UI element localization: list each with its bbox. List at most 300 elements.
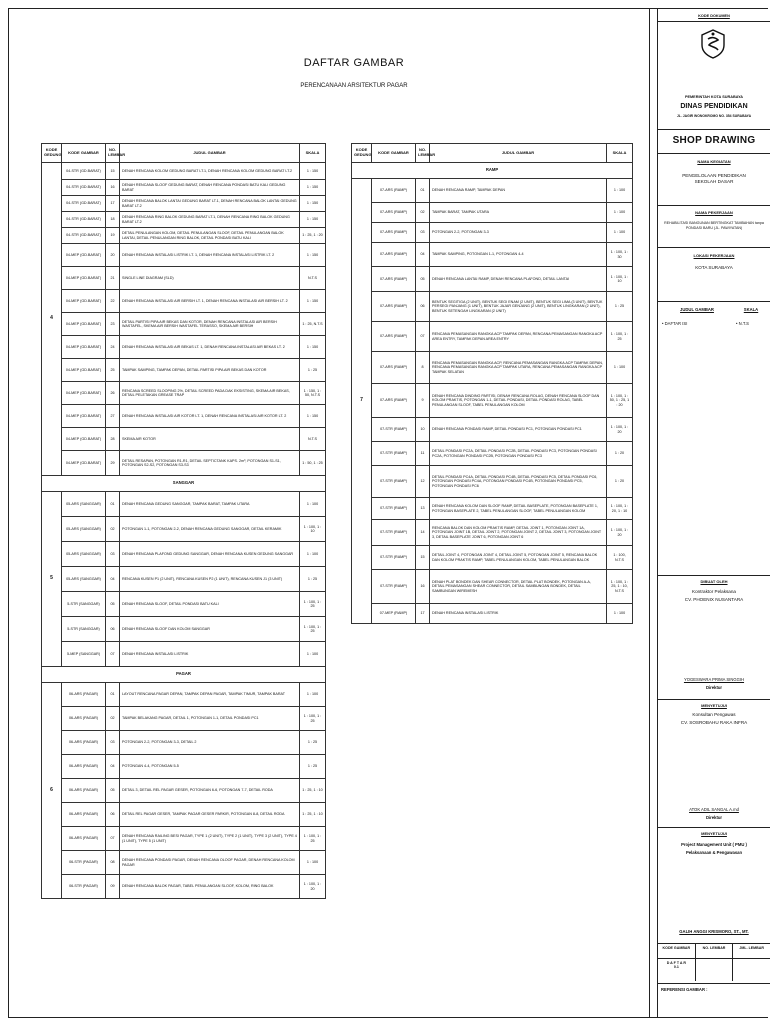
kode-gambar-cell: 04-MEP (GD.BARAT) — [62, 451, 106, 476]
kode-gambar-label: KODE GAMBAR — [658, 944, 696, 958]
kode-gambar-cell: 06-ARS (PAGAR) — [62, 731, 106, 755]
no-lembar-cell: 17 — [416, 604, 430, 624]
skala-cell: 1 : 100, 1 : 20 — [300, 875, 326, 899]
table-row — [42, 196, 326, 212]
section-label: SANGGAR — [42, 476, 326, 492]
skala-cell: 1 : 100 — [300, 492, 326, 517]
skala-cell: 1 : 100 — [607, 604, 633, 624]
table-row — [42, 244, 326, 267]
kode-gambar-cell: 04-MEP (GD.BARAT) — [62, 267, 106, 290]
skala-cell: 1 : 25 — [607, 292, 633, 322]
skala-cell: 1 : 150 — [300, 336, 326, 359]
kode-gambar-cell: 5-MEP (SANGGAR) — [62, 642, 106, 667]
judul-cell: DENAH RENCANA SLOOF DAN KOLOM SANGGAR — [120, 617, 300, 642]
divider — [658, 21, 770, 22]
no-lembar-cell: 11 — [416, 442, 430, 466]
kode-gambar-cell: 07-STR (RAMP) — [372, 520, 416, 546]
drawing-list-table-right — [351, 143, 633, 624]
no-lembar-cell: 01 — [106, 492, 120, 517]
table-row — [42, 875, 326, 899]
skala-cell: 1 : 25 — [300, 359, 326, 382]
skala-cell: 1 : 100, 1 : 50, 1 : 25, 1 : 20 — [607, 384, 633, 418]
table-row — [352, 243, 633, 267]
skala-cell: 1 : 100 — [607, 179, 633, 203]
no-lembar-cell: 19 — [106, 228, 120, 244]
table-row — [42, 313, 326, 336]
no-lembar-cell: 05 — [106, 592, 120, 617]
dept-name: DINAS PENDIDIKAN — [680, 103, 748, 110]
judul-cell: DENAH RENCANA INSTALASI LISTRIK — [430, 604, 607, 624]
kode-gedung-cell: 7 — [352, 179, 372, 624]
page-title: DAFTAR GAMBAR — [303, 57, 405, 69]
kode-gambar-cell: 06-ARS (PAGAR) — [62, 803, 106, 827]
signatory-3-name: GALIH ANGGI KRISMORO, ST., MT. — [679, 929, 749, 934]
divider — [658, 827, 770, 828]
no-lembar-cell: 15 — [416, 546, 430, 570]
col-kode-gambar: KODE GAMBAR — [62, 144, 106, 163]
gov-name: PEMERINTAH KOTA SURABAYA — [684, 95, 744, 99]
skala-cell: 1 : 20 — [607, 466, 633, 498]
judul-cell: TAMPAK BARAT, TAMPAK UTARA — [430, 203, 607, 223]
judul-cell: RENCANA KUSEN P1 (2 UNIT), RENCANA KUSEN P2 (1 UNIT), RENCANA KUSEN J1 (3 UNIT) — [120, 567, 300, 592]
section-label: PAGAR — [42, 667, 326, 683]
no-lembar-cell: 09 — [106, 875, 120, 899]
table-row — [42, 567, 326, 592]
no-lembar-cell: 20 — [106, 244, 120, 267]
table-row — [42, 428, 326, 451]
judul-cell: DENAH PLAT BONDEK DAN SHEAR CONNECTOR, DETAIL PLAT BONDEK, POTONGAN A-A, DETAIL PEMASANGAN SHEAR CONNECTOR, DETAIL SAMBUNGAN BONDEK, DETAIL SAMBUNGAN WIREMESH — [430, 570, 607, 604]
right-table-body — [352, 163, 633, 624]
no-lembar-cell: 07 — [106, 642, 120, 667]
skala-cell: 1 : 100, 1 : 25 — [607, 322, 633, 352]
no-lembar-cell: 17 — [106, 196, 120, 212]
no-lembar-cell: 16 — [416, 570, 430, 604]
table-row — [352, 546, 633, 570]
no-lembar-label: NO. LEMBAR — [696, 944, 734, 958]
kode-gambar-cell: 06-ARS (PAGAR) — [62, 827, 106, 851]
judul-cell: SKEMA AIR KOTOR — [120, 428, 300, 451]
judul-cell: DETAIL 3, DETAIL REL PAGAR GESER, POTONGAN 6-6, POTONGAN 7-7, DETAIL RODA — [120, 779, 300, 803]
skala-cell: 1 : 150 — [300, 405, 326, 428]
kode-gedung-cell: 6 — [42, 683, 62, 899]
judul-cell: DETAIL PENULANGAN KOLOM, DETAIL PENULANGAN SLOOF, DETAIL PENULANGAN BALOK LANTAI, DETAIL PENULANGAN RING BALOK, DETAIL PONDASI BATU KALI — [120, 228, 300, 244]
nama-pekerjaan-label: NAMA PEKERJAAN — [695, 210, 733, 215]
no-lembar-cell: 8 — [416, 352, 430, 384]
kode-gambar-cell: 07-MEP (RAMP) — [372, 604, 416, 624]
no-lembar-cell: 03 — [416, 223, 430, 243]
kode-gambar-cell: 05-ARS (SANGGAR) — [62, 567, 106, 592]
skala-cell: 1 : 100, 1 : 25 — [300, 617, 326, 642]
judul-cell: DENAH RENCANA INSTALASI AIR BERSIH LT. 1, DENAH RENCANA INSTALASI AIR BERSIH LT. 2 — [120, 290, 300, 313]
drawing-list-table-left — [41, 143, 326, 899]
table-row — [42, 405, 326, 428]
judul-cell: RENCANA SCREED SLOOPING 2%, DETAIL SCREED PADA DAK EKSISTING, SKEMA AIR BEKAS, DETAIL PELETAKAN GREASE TRAP — [120, 382, 300, 405]
no-lembar-cell: 28 — [106, 428, 120, 451]
no-lembar-cell: 26 — [106, 382, 120, 405]
table-row — [42, 267, 326, 290]
table-row — [352, 418, 633, 442]
kode-gambar-cell: 5-STR (SANGGAR) — [62, 592, 106, 617]
judul-cell: BENTUK SEGITIGA (2 UNIT), BENTUK SEGI ENAM (2 UNIT), BENTUK SEGI LIMA (3 UNIT), BENTUK PERSEGI PANJANG (1 UNIT), BENTUK JAJAR GENJANG (2 UNIT), BENTUK LINGKARAN (2 UNIT), BENTUK SETENGAH LINGKARAN (2 UNIT) — [430, 292, 607, 322]
section-row — [352, 163, 633, 179]
kode-gambar-cell: 07-ARS (RAMP) — [372, 352, 416, 384]
section-row — [42, 667, 326, 683]
kode-gambar-cell: 06-ARS (PAGAR) — [62, 755, 106, 779]
table-row — [42, 803, 326, 827]
no-lembar-cell: 04 — [106, 755, 120, 779]
skala-cell: 1 : 100, N.T.S — [607, 546, 633, 570]
judul-cell: DENAH RENCANA BALOK LANTAI GEDUNG BARAT LT.1, DENAH RENCANA BALOK LANTAI GEDUNG BARAT LT.2 — [120, 196, 300, 212]
kode-gambar-cell: 04-STR (GD.BARAT) — [62, 212, 106, 228]
skala-cell: 1 : 150 — [300, 244, 326, 267]
col-kode-gedung: KODE GEDUNG — [42, 144, 62, 163]
judul-cell: DENAH RENCANA BALOK PAGAR, TABEL PENULANGAN SLOOF, KOLOM, RING BALOK — [120, 875, 300, 899]
col-skala: SKALA — [607, 144, 633, 163]
table-header — [352, 144, 633, 163]
table-row — [352, 179, 633, 203]
skala-cell: 1 : 100, 1 : 25 — [300, 707, 326, 731]
table-row — [42, 382, 326, 405]
signatory-1-name: YOGESWARA PRIMA SINGGIH — [683, 677, 745, 682]
no-lembar-cell: 05 — [416, 267, 430, 292]
judul-cell: DENAH RENCANA GEDUNG SANGGAR, TAMPAK BARAT, TAMPAK UTARA — [120, 492, 300, 517]
nama-kegiatan-label: NAMA KEGIATAN — [697, 159, 731, 164]
skala-cell: 1 : 100 — [607, 223, 633, 243]
kode-gambar-cell: 06-ARS (PAGAR) — [62, 779, 106, 803]
no-lembar-cell: 27 — [106, 405, 120, 428]
no-lembar-cell: 18 — [106, 212, 120, 228]
kode-gambar-cell: 06-ARS (PAGAR) — [62, 707, 106, 731]
kode-gambar-value: D A F T A R 0.1 — [658, 959, 696, 981]
menyetujui-2-unit: Pelaksanaan & Pengawasan — [685, 850, 743, 855]
lokasi-value: KOTA SURABAYA — [695, 265, 733, 270]
divider — [658, 205, 770, 206]
table-row — [352, 384, 633, 418]
judul-gambar-value: • DAFTAR ISI — [662, 321, 688, 326]
table-row — [352, 203, 633, 223]
judul-gambar-label: JUDUL GAMBAR — [680, 307, 714, 312]
table-row — [42, 827, 326, 851]
table-row — [42, 851, 326, 875]
judul-cell: DETAIL REL PAGAR GESER, TAMPAK PAGAR GESER PARKIR, POTONGAN 8-8, DETAIL RODA — [120, 803, 300, 827]
kode-gambar-cell: 07-STR (RAMP) — [372, 442, 416, 466]
divider — [658, 699, 770, 700]
table-row — [42, 336, 326, 359]
divider — [658, 301, 770, 302]
skala-cell: 1 : 100 — [300, 683, 326, 707]
kode-gambar-cell: 07-ARS (RAMP) — [372, 179, 416, 203]
divider — [658, 153, 770, 154]
kode-gambar-cell: 04-STR (GD.BARAT) — [62, 180, 106, 196]
skala-cell: 1 : 100, 1 : 25, 1 : 10, N.T.S — [607, 570, 633, 604]
table-header — [42, 144, 326, 163]
no-lembar-cell: 24 — [106, 336, 120, 359]
no-lembar-cell: 04 — [416, 243, 430, 267]
kode-gambar-cell: 07-ARS (RAMP) — [372, 203, 416, 223]
dept-address: JL. JAGIR WONOKROMO NO. 354 SURABAYA — [676, 114, 752, 118]
kode-gambar-cell: 04-STR (GD.BARAT) — [62, 228, 106, 244]
table-row — [352, 223, 633, 243]
no-lembar-cell: 02 — [416, 203, 430, 223]
no-lembar-cell: 01 — [416, 179, 430, 203]
judul-cell: LAYOUT RENCANA PAGAR DEPAN, TAMPAK DEPAN PAGAR, TAMPAK TIMUR, TAMPAK BARAT — [120, 683, 300, 707]
skala-cell: 1 : 100 — [300, 851, 326, 875]
table-row — [42, 163, 326, 180]
kode-gambar-cell: 5-STR (SANGGAR) — [62, 617, 106, 642]
skala-cell: 1 : 25, 1 : 20 — [300, 228, 326, 244]
table-row — [42, 779, 326, 803]
left-table-body — [42, 163, 326, 899]
table-row — [352, 267, 633, 292]
no-lembar-cell: 9 — [416, 384, 430, 418]
no-lembar-cell: 25 — [106, 359, 120, 382]
table-row — [352, 570, 633, 604]
judul-cell: TAMPAK SAMPING, POTONGAN 1-1, POTONGAN 4-4 — [430, 243, 607, 267]
divider — [658, 129, 770, 130]
kode-gambar-cell: 07-STR (RAMP) — [372, 546, 416, 570]
skala-cell: 1 : 100 — [607, 352, 633, 384]
col-skala: SKALA — [300, 144, 326, 163]
table-row — [42, 359, 326, 382]
judul-cell: RENCANA PEMASANGAN RANGKA ACP, RENCANA PEMASANGAN RANGKA ACP TAMPAK DEPAN, RENCANA PEMASANGAN RANGKA ACP TAMPAK UTARA, RENCANA PEMASANGAN RANGKA ACP TAMPAK SELATAN — [430, 352, 607, 384]
table-row — [42, 707, 326, 731]
section-row — [42, 476, 326, 492]
skala-cell: 1 : 100, 1 : 20 — [607, 418, 633, 442]
no-lembar-cell: 10 — [416, 418, 430, 442]
no-lembar-cell: 22 — [106, 290, 120, 313]
kode-gambar-cell: 07-ARS (RAMP) — [372, 223, 416, 243]
judul-cell: DENAH RENCANA LANTAI RAMP, DENAH RENCANA PLAFOND, DETAIL LANTAI — [430, 267, 607, 292]
page-subtitle: PERENCANAAN ARSITEKTUR PAGAR — [300, 83, 408, 89]
kode-gambar-cell: 04-MEP (GD.BARAT) — [62, 359, 106, 382]
sheet-divider — [649, 9, 650, 1017]
col-judul: JUDUL GAMBAR — [430, 144, 607, 163]
kode-gambar-cell: 04-MEP (GD.BARAT) — [62, 382, 106, 405]
table-row — [42, 592, 326, 617]
skala-cell: 1 : 100, 1 : 20 — [607, 520, 633, 546]
no-lembar-cell: 16 — [106, 180, 120, 196]
skala-cell: 1 : 100, 1 : 25 — [300, 592, 326, 617]
judul-cell: DENAH RENCANA SLOOF, DETAIL PONDASI BATU KALI — [120, 592, 300, 617]
kode-gambar-cell: 04-MEP (GD.BARAT) — [62, 244, 106, 267]
kode-gambar-cell: 04-MEP (GD.BARAT) — [62, 313, 106, 336]
judul-cell: TAMPAK BELAKANG PAGAR, DETAIL 1, POTONGAN 1-1, DETAIL PONDASI PC1 — [120, 707, 300, 731]
judul-cell: DETAIL PONDASI PC2A, DETAIL PONDASI PC2B, DETAIL PONDASI PC3, POTONGAN PONDASI PC2A, POTONGAN PONDASI PC2B, POTONGAN PONDASI PC3 — [430, 442, 607, 466]
dibuat-oleh-company: CV. PHOENIX NUSANTARA — [684, 597, 744, 602]
table-row — [352, 442, 633, 466]
skala-cell: 1 : 100, 1 : 10 — [607, 267, 633, 292]
judul-cell: DENAH RENCANA INSTALASI AIR BEKAS LT. 1, DENAH RENCANA INSTALASI AIR BEKAS LT. 2 — [120, 336, 300, 359]
kode-gambar-cell: 07-ARS (RAMP) — [372, 322, 416, 352]
kode-gedung-cell: 5 — [42, 492, 62, 667]
sheet-frame — [8, 8, 768, 1018]
judul-cell: DENAH RENCANA SLOOF GEDUNG BARAT, DENAH RENCANA PONDASI BATU KALI GEDUNG BARAT — [120, 180, 300, 196]
no-lembar-value — [696, 959, 734, 981]
table-row — [42, 180, 326, 196]
no-lembar-cell: 02 — [106, 707, 120, 731]
skala-cell: 1 : 100 — [300, 642, 326, 667]
judul-cell: SINGLE LINE DIAGRAM (SLD) — [120, 267, 300, 290]
skala-cell: 1 : 150 — [300, 163, 326, 180]
referensi-gambar-label: REFERENSI GAMBAR : — [661, 987, 708, 992]
judul-cell: DENAH RENCANA RAMP, TAMPAK DEPAN — [430, 179, 607, 203]
no-lembar-cell: 21 — [106, 267, 120, 290]
no-lembar-cell: 13 — [416, 498, 430, 520]
signatory-2-role: Direktur — [705, 815, 723, 820]
table-row — [352, 604, 633, 624]
skala-cell: 1 : 100, 1 : 10 — [300, 517, 326, 542]
no-lembar-cell: 04 — [106, 567, 120, 592]
kode-gambar-cell: 04-MEP (GD.BARAT) — [62, 405, 106, 428]
skala-cell: 1 : 20 — [607, 442, 633, 466]
col-kode-gambar: KODE GAMBAR — [372, 144, 416, 163]
judul-cell: DENAH RENCANA RING BALOK GEDUNG BARAT LT.1, DENAH RENCANA RING BALOK GEDUNG BARAT LT.2 — [120, 212, 300, 228]
sheet-info-values — [658, 959, 770, 981]
skala-cell: N.T.S — [300, 267, 326, 290]
table-row — [352, 352, 633, 384]
skala-label: SKALA — [743, 307, 759, 312]
dibuat-oleh-role: Kontraktor Pelaksana — [692, 589, 736, 594]
skala-cell: 1 : 100, 1 : 25 — [300, 827, 326, 851]
no-lembar-cell: 06 — [106, 617, 120, 642]
table-row — [42, 212, 326, 228]
menyetujui-2-role: Project Management Unit ( PMU ) — [681, 842, 747, 847]
judul-cell: DENAH RENCANA PONDASI PAGAR, DENAH RENCANA OLOOF PAGAR, DENAH RENCANA KOLOM PAGAR — [120, 851, 300, 875]
kode-gambar-cell: 07-STR (RAMP) — [372, 570, 416, 604]
skala-cell: 1 : 150 — [300, 180, 326, 196]
kode-gambar-cell: 07-ARS (RAMP) — [372, 292, 416, 322]
jml-lembar-label: JML. LEMBAR — [739, 946, 764, 950]
judul-cell: DENAH RENCANA INSTALASI LISTRIK LT. 1, DENAH RENCANA INSTALASI LISTRIK LT. 2 — [120, 244, 300, 267]
menyetujui-1-role: Konsultan Pengawas — [692, 712, 736, 717]
table-row — [42, 517, 326, 542]
judul-cell: DENAH RENCANA KOLOM DAN SLOOF RAMP, DETAIL BASEPLATE, POTONGAN BASEPLATE 1, POTONGAN BASEPLATE 2, TABEL PENULANGAN SLOOF, TABEL PENULANGAN KOLOM — [430, 498, 607, 520]
table-row — [352, 292, 633, 322]
dibuat-oleh-label: DIBUAT OLEH — [700, 579, 728, 584]
kode-gambar-cell: 05-ARS (SANGGAR) — [62, 492, 106, 517]
doc-code-label: KODE DOKUMEN — [698, 14, 730, 18]
skala-cell: 1 : 150 — [300, 212, 326, 228]
table-row — [352, 520, 633, 546]
judul-cell: DENAH RENCANA PLAFOND GEDUNG SANGGAR, DENAH RENCANA KUSEN GEDUNG SANGGAR — [120, 542, 300, 567]
judul-cell: DENAH RENCANA KOLOM GEDUNG BARAT LT.1, DENAH RENCANA KOLOM GEDUNG BARAT LT.2 — [120, 163, 300, 180]
table-row — [42, 642, 326, 667]
table-row — [42, 683, 326, 707]
kode-gambar-cell: 04-MEP (GD.BARAT) — [62, 336, 106, 359]
skala-cell: 1 : 50, 1 : 25 — [300, 451, 326, 476]
no-lembar-cell: 06 — [416, 292, 430, 322]
col-kode-gedung: KODE GEDUNG — [352, 144, 372, 163]
kode-gambar-cell: 07-STR (RAMP) — [372, 498, 416, 520]
kode-gambar-cell: 05-ARS (SANGGAR) — [62, 517, 106, 542]
table-row — [352, 466, 633, 498]
kode-gambar-cell: 04-MEP (GD.BARAT) — [62, 290, 106, 313]
kode-gambar-cell: 06-STR (PAGAR) — [62, 851, 106, 875]
no-lembar-cell: 01 — [106, 683, 120, 707]
table-row — [352, 498, 633, 520]
skala-value: • N.T.S — [736, 321, 749, 326]
skala-cell: 1 : 100 — [607, 203, 633, 223]
skala-cell: 1 : 150, 1 : 50, N.T.S — [300, 382, 326, 405]
col-judul: JUDUL GAMBAR — [120, 144, 300, 163]
signatory-2-name: ATOK ADIL SANGAL A.md — [689, 807, 739, 812]
skala-cell: N.T.S — [300, 428, 326, 451]
kode-gambar-cell: 07-STR (RAMP) — [372, 418, 416, 442]
no-lembar-cell: 23 — [106, 313, 120, 336]
no-lembar-cell: 03 — [106, 542, 120, 567]
sheet-info-header — [658, 944, 770, 958]
kode-gambar-cell: 04-MEP (GD.BARAT) — [62, 428, 106, 451]
no-lembar-cell: 05 — [106, 779, 120, 803]
title-block — [657, 9, 769, 1017]
table-row — [42, 228, 326, 244]
no-lembar-cell: 08 — [106, 851, 120, 875]
no-lembar-cell: 15 — [106, 163, 120, 180]
judul-cell: POTONGAN 2-2, POTONGAN 3-3 — [430, 223, 607, 243]
shop-drawing-title: SHOP DRAWING — [672, 135, 756, 146]
menyetujui-1-label: MENYETUJUI — [701, 703, 727, 708]
skala-cell: 1 : 150 — [300, 196, 326, 212]
menyetujui-2-label: MENYETUJUI — [701, 831, 727, 836]
kode-gambar-cell: 04-STR (GD.BARAT) — [62, 196, 106, 212]
no-lembar-cell: 12 — [416, 466, 430, 498]
judul-cell: DENAH RENCANA PONDASI RAMP, DETAIL PONDASI PC1, POTONGAN PONDASI PC1 — [430, 418, 607, 442]
skala-cell: 1 : 100 — [300, 542, 326, 567]
judul-cell: DENAH RENCANA RAILING BESI PAGAR, TYPE 1 (2 UNIT), TYPE 2 (1 UNIT), TYPE 3 (2 UNIT), TYPE 4 (1 UNIT), TYPE 5 (1 UNIT) — [120, 827, 300, 851]
judul-cell: DETAIL JOINT 4, POTONGAN JOINT 4, DETAIL JOINT 5, POTONGAN JOINT 5, RENCANA BALOK DAN KOLOM PRAKTIS RAMP, TABEL PENULANGAN KOLOM, TABEL PENULANGAN BALOK — [430, 546, 607, 570]
kode-gambar-cell: 05-ARS (SANGGAR) — [62, 542, 106, 567]
table-row — [42, 731, 326, 755]
judul-cell: DETAIL PONDASI PC4A, DETAIL PONDASI PC4B, DETAIL PONDASI PC5, DETAIL PONDASI PC6, POTONGAN PONDASI PC4A, POTONGAN PONDASI PC4B, POTONGAN PONDASI PC5, POTONGAN PONDASI PC6 — [430, 466, 607, 498]
no-lembar-cell: 07 — [416, 322, 430, 352]
nama-kegiatan-value: PENGELOLAAN PENDIDIKAN SEKOLAH DASAR — [682, 173, 746, 184]
kode-gambar-cell: 07-ARS (RAMP) — [372, 384, 416, 418]
surabaya-crest-icon — [700, 29, 726, 59]
skala-cell: 1 : 25, 1 : 10 — [300, 803, 326, 827]
skala-cell: 1 : 25 — [300, 567, 326, 592]
kode-gambar-cell: 06-STR (PAGAR) — [62, 875, 106, 899]
table-row — [42, 617, 326, 642]
judul-cell: DENAH RENCANA INSTALASI LISTRIK — [120, 642, 300, 667]
section-label: RAMP — [352, 163, 633, 179]
table-row — [42, 755, 326, 779]
no-lembar-cell: 14 — [416, 520, 430, 546]
no-lembar-cell: 07 — [106, 827, 120, 851]
lokasi-label: LOKASI PEKERJAAN — [693, 253, 735, 258]
table-row — [42, 451, 326, 476]
table-row — [352, 322, 633, 352]
kode-gambar-cell: 06-ARS (PAGAR) — [62, 683, 106, 707]
kode-gambar-cell: 04-STR (GD.BARAT) — [62, 163, 106, 180]
kode-gedung-cell: 4 — [42, 163, 62, 476]
judul-cell: DENAH RENCANA DINDING PARTISI, DENAH RENCANA ROLAG, DENAH RENCANA SLOOF DAN KOLOM PRAKTIS, POTONGAN 1-1, DETAIL PONDASI, DETAIL PONDASI ROLAG, TABEL PENULANGAN SLOOF, TABEL PENULANGAN KOLOM — [430, 384, 607, 418]
skala-cell: 1 : 100, 1 : 20, 1 : 10 — [607, 498, 633, 520]
divider — [658, 575, 770, 576]
signatory-1-role: Direktur — [705, 685, 723, 690]
judul-cell: RENCANA BALOK DAN KOLOM PRAKTIS RAMP, DETAIL JOINT 1, POTONGAN JOINT 1A, POTONGAN JOINT 1B, DETAIL JOINT 2, POTONGAN JOINT 2, DETAIL JOINT 3, POTONGAN JOINT 3, DETAIL BASEPLATE JOINT 6, POTONGAN JOINT 6 — [430, 520, 607, 546]
kode-gambar-cell: 07-ARS (RAMP) — [372, 267, 416, 292]
judul-cell: DENAH RENCANA INSTALASI AIR KOTOR LT. 1, DENAH RENCANA INSTALASI AIR KOTOR LT. 2 — [120, 405, 300, 428]
skala-cell: 1 : 100, 1 : 30 — [607, 243, 633, 267]
skala-cell: 1 : 150 — [300, 290, 326, 313]
main-area — [9, 9, 649, 1017]
judul-cell: DETAIL PARTISI PIPA AIR BEKAS DAN KOTOR, DENAH RENCANA INSTALASI AIR BERSIH WASTAFEL, SKEMA AIR BERSIH WASTAFEL TERASSO, SKEMA AIR BERSIH — [120, 313, 300, 336]
table-row — [42, 542, 326, 567]
nama-pekerjaan-value: REHABILITASI BANGUNAN BERTINGKAT TAMBAHAN tanpa PONDASI BARU (JL. PAWIYATAN) — [664, 221, 764, 230]
judul-cell: TAMPAK SAMPING, TAMPAK DEPAN, DETAIL PARTISI PIPA AIR BEKAS DAN KOTOR — [120, 359, 300, 382]
table-row — [42, 290, 326, 313]
jml-lembar-value — [733, 959, 770, 981]
